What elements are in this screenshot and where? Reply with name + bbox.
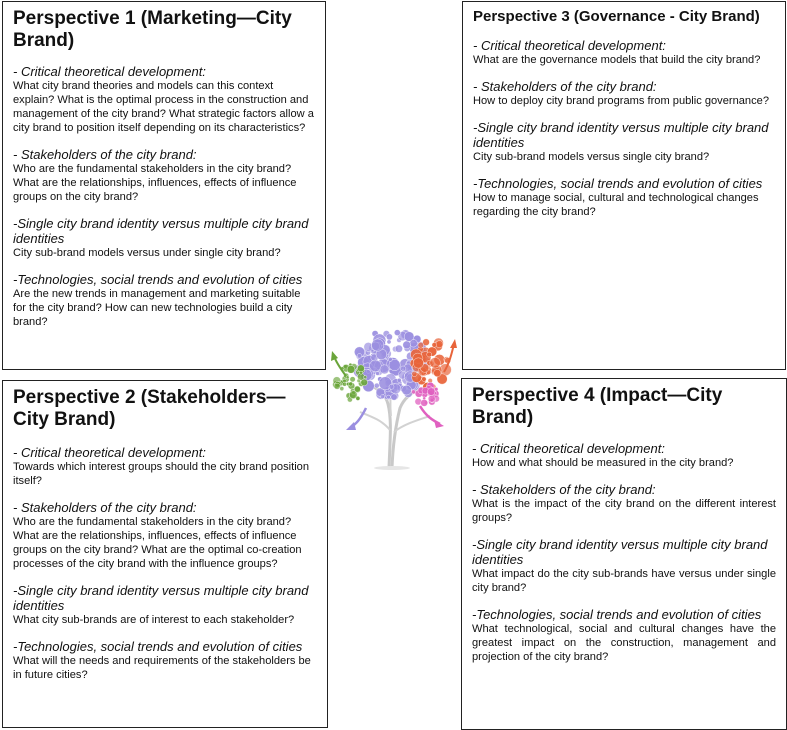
canopy-dot [413, 358, 423, 368]
canopy-dot [364, 376, 367, 379]
canopy-dot [387, 395, 391, 399]
canopy-dot [357, 379, 361, 383]
canopy-dot [380, 365, 389, 374]
canopy-dot [422, 377, 427, 382]
canopy-dot [401, 366, 406, 371]
canopy-dot [397, 378, 401, 382]
section-body: Are the new trends in management and marketing suitable for the city brand? How can new technologies build a city brand? [13, 288, 301, 328]
canopy-dot [386, 334, 392, 340]
canopy-dot [372, 339, 384, 351]
section-heading: - Stakeholders of the city brand: [13, 500, 197, 515]
canopy-dot [402, 385, 412, 395]
canopy-dot [388, 357, 392, 361]
p1-section-identity [13, 216, 315, 260]
p3-section-technologies [473, 176, 775, 219]
section-heading: - Critical theoretical development: [473, 38, 666, 53]
canopy-dot [343, 382, 347, 386]
tree-canopy [333, 330, 452, 407]
section-body: What technological, social and cultural changes have the greatest impact on the construction, management and projection of the city brand? [472, 623, 776, 663]
canopy-dot [430, 358, 441, 369]
canopy-dot [395, 345, 402, 352]
section-body: What city brand theories and models can this context explain? What is the optimal process in the construction and management of the city brand? What strategic factors allow a city brand to position itself depending on its characteristics? [13, 80, 314, 134]
canopy-dot [350, 377, 355, 382]
canopy-dot [361, 379, 368, 386]
section-heading: - Critical theoretical development: [13, 445, 206, 460]
section-body: What are the governance models that build the city brand? [473, 54, 761, 66]
section-heading: - Stakeholders of the city brand: [13, 147, 197, 162]
p1-section-stakeholders [13, 147, 315, 204]
canopy-dot [357, 365, 364, 372]
canopy-dot [349, 382, 353, 386]
section-heading: - Critical theoretical development: [13, 64, 206, 79]
section-heading: - Stakeholders of the city brand: [472, 482, 656, 497]
canopy-dot [346, 376, 349, 379]
section-heading: -Technologies, social trends and evolution of cities [13, 639, 303, 654]
canopy-dot [410, 340, 418, 348]
section-heading: - Critical theoretical development: [472, 441, 665, 456]
perspective-4-title: Perspective 4 (Impact—City Brand) [472, 385, 723, 428]
section-heading: -Single city brand identity versus multiple city brand identities [13, 216, 309, 246]
canopy-dot [370, 360, 382, 372]
section-body: How to deploy city brand programs from public governance? [473, 95, 769, 107]
canopy-dot [428, 395, 435, 402]
p2-section-stakeholders [13, 500, 317, 571]
p2-section-technologies [13, 639, 317, 682]
canopy-dot [389, 384, 394, 389]
section-body: City sub-brand models versus single city brand? [473, 151, 710, 163]
section-body: How and what should be measured in the city brand? [472, 457, 734, 469]
p4-section-theory [472, 441, 776, 470]
canopy-dot [434, 369, 441, 376]
section-body: Who are the fundamental stakeholders in the city brand? What are the relationships, influences, effects of influence groups on the city brand? [13, 163, 297, 203]
p3-section-theory [473, 38, 775, 67]
canopy-dot [421, 399, 428, 406]
section-heading: -Technologies, social trends and evolution of cities [473, 176, 763, 191]
p3-section-identity [473, 120, 775, 164]
canopy-dot [432, 343, 437, 348]
canopy-dot [387, 340, 391, 344]
canopy-dot [436, 341, 443, 348]
canopy-dot [391, 394, 397, 400]
canopy-dot [418, 342, 424, 348]
section-heading: - Stakeholders of the city brand: [473, 79, 657, 94]
section-body: What impact do the city sub-brands have versus under single city brand? [472, 568, 776, 594]
section-body: What will the needs and requirements of the stakeholders be in future cities? [13, 655, 311, 681]
p1-section-technologies [13, 272, 315, 329]
section-heading: -Technologies, social trends and evolution of cities [13, 272, 303, 287]
section-body: What city sub-brands are of interest to each stakeholder? [13, 614, 295, 626]
p2-section-theory [13, 445, 317, 488]
p4-section-stakeholders [472, 482, 776, 525]
canopy-dot [427, 388, 435, 396]
perspective-3-title: Perspective 3 (Governance - City Brand) [473, 8, 760, 25]
perspective-2-panel [2, 380, 328, 728]
p3-section-stakeholders [473, 79, 775, 108]
canopy-dot [394, 330, 400, 336]
canopy-dot [376, 372, 380, 376]
canopy-dot [356, 396, 360, 400]
perspective-3-panel [462, 1, 786, 370]
section-heading: -Technologies, social trends and evolution of cities [472, 607, 762, 622]
perspective-2-title: Perspective 2 (Stakeholders—City Brand) [13, 387, 286, 430]
section-body: How to manage social, cultural and technological changes regarding the city brand? [473, 192, 759, 218]
perspective-1-panel [2, 1, 326, 370]
canopy-dot [374, 383, 379, 388]
section-heading: -Single city brand identity versus multiple city brand identities [473, 120, 769, 150]
section-body: Towards which interest groups should the city brand position itself? [13, 461, 309, 487]
p1-section-theory [13, 64, 315, 135]
perspective-4-panel [461, 378, 787, 730]
p4-section-technologies [472, 607, 776, 664]
canopy-dot [412, 371, 417, 376]
canopy-dot [427, 352, 432, 357]
section-heading: -Single city brand identity versus multiple city brand identities [13, 583, 309, 613]
section-body: Who are the fundamental stakeholders in the city brand? What are the relationships, influences, effects of influence groups on the city brand? What are the optimal co-creation processes of the city brand with the influence groups? [13, 516, 302, 570]
p2-section-identity [13, 583, 317, 627]
section-body: What is the impact of the city brand on the different interest groups? [472, 498, 776, 524]
canopy-dot [403, 341, 411, 349]
section-heading: -Single city brand identity versus multiple city brand identities [472, 537, 768, 567]
canopy-dot [347, 366, 355, 374]
perspective-1-title: Perspective 1 (Marketing—City Brand) [13, 8, 292, 51]
canopy-dot [357, 354, 362, 359]
section-body: City sub-brand models versus under single city brand? [13, 247, 281, 259]
canopy-dot [340, 387, 344, 391]
p4-section-identity [472, 537, 776, 595]
city-brand-tree-illustration [326, 320, 464, 470]
canopy-dot [381, 395, 385, 399]
canopy-dot [334, 383, 340, 389]
